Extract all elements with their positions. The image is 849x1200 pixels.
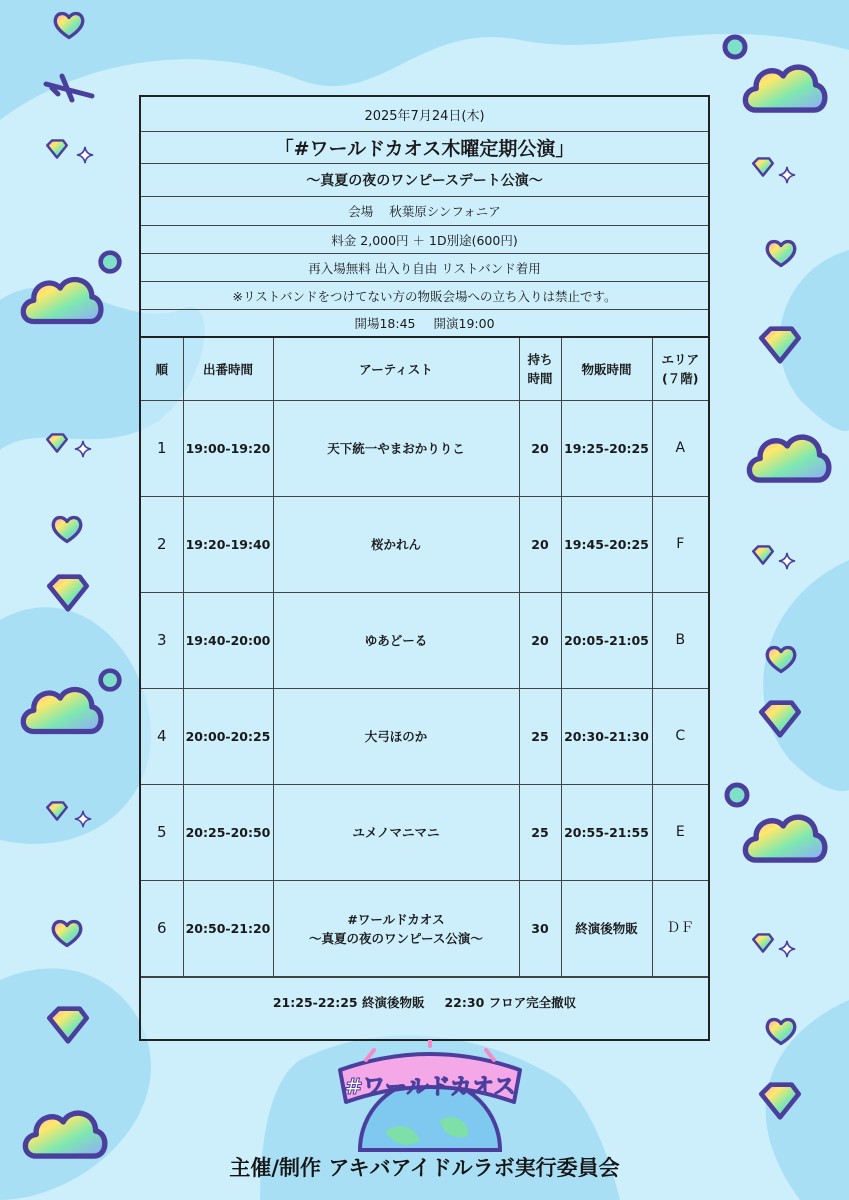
open-time: 開場18:45 [354, 316, 416, 331]
event-date: 2025年7月24日(木) [141, 97, 708, 132]
table-row [141, 785, 708, 881]
footer-close: 22:30 フロア完全撤収 [444, 994, 577, 1010]
row-area: E [652, 785, 708, 881]
table-row [141, 689, 708, 785]
timetable [141, 338, 708, 977]
table-row [141, 497, 708, 593]
header-area-line2: (７階) [662, 371, 699, 386]
row-duration: 30 [519, 881, 561, 977]
price-row: 料金 2,000円 ＋ 1D別途(600円) [141, 226, 708, 254]
row-artist: ユメノマニマニ [273, 785, 519, 881]
row-duration: 20 [519, 593, 561, 689]
row-duration: 25 [519, 689, 561, 785]
row-duration: 25 [519, 785, 561, 881]
footer-merch-after: 21:25-22:25 終演後物販 [272, 994, 425, 1010]
header-area [652, 338, 708, 401]
row-artist: 大弓ほのか [273, 689, 519, 785]
row-artist: 天下統一やまおかりりこ [273, 401, 519, 497]
table-header-row [141, 338, 708, 401]
row-merch: 20:55-21:55 [561, 785, 652, 881]
row-area: F [652, 497, 708, 593]
logo-text: #ワールドカオス [344, 1075, 516, 1100]
header-duration-line1: 持ち [527, 352, 553, 367]
row-order: 5 [141, 785, 183, 881]
row-artist-line1: #ワールドカオス [347, 911, 445, 927]
header-duration [519, 338, 561, 401]
event-subtitle: 〜真夏の夜のワンピースデート公演〜 [141, 164, 708, 197]
header-time: 出番時間 [183, 338, 273, 401]
row-duration: 20 [519, 401, 561, 497]
row-artist-line2: 〜真夏の夜のワンピース公演〜 [309, 930, 483, 946]
row-time: 19:20-19:40 [183, 497, 273, 593]
row-artist: 桜かれん [273, 497, 519, 593]
timetable-sheet [139, 95, 710, 1041]
row-order: 4 [141, 689, 183, 785]
row-order: 3 [141, 593, 183, 689]
reentry-row: 再入場無料 出入り自由 リストバンド着用 [141, 254, 708, 282]
table-row [141, 401, 708, 497]
row-time: 19:40-20:00 [183, 593, 273, 689]
row-area: B [652, 593, 708, 689]
venue-row [141, 197, 708, 226]
notice-row: ※リストバンドをつけてない方の物販会場への立ち入りは禁止です。 [141, 282, 708, 310]
row-duration: 20 [519, 497, 561, 593]
venue-label: 会場 [348, 204, 374, 219]
header-area-line1: エリア [661, 352, 699, 367]
row-order: 1 [141, 401, 183, 497]
row-time: 20:50-21:20 [183, 881, 273, 977]
row-merch: 20:30-21:30 [561, 689, 652, 785]
table-row [141, 593, 708, 689]
row-area: C [652, 689, 708, 785]
row-artist: ゆあどーる [273, 593, 519, 689]
header-artist: アーティスト [273, 338, 519, 401]
row-time: 20:25-20:50 [183, 785, 273, 881]
world-chaos-logo [330, 1040, 530, 1160]
header-order: 順 [141, 338, 183, 401]
row-order: 6 [141, 881, 183, 977]
row-merch: 終演後物販 [561, 881, 652, 977]
row-area: A [652, 401, 708, 497]
row-merch: 19:25-20:25 [561, 401, 652, 497]
row-merch: 20:05-21:05 [561, 593, 652, 689]
row-time: 19:00-19:20 [183, 401, 273, 497]
header-merch: 物販時間 [561, 338, 652, 401]
row-artist [273, 881, 519, 977]
row-area: ＤＦ [652, 881, 708, 977]
venue-name: 秋葉原シンフォニア [389, 204, 501, 219]
header-duration-line2: 時間 [527, 371, 553, 386]
event-title: 「#ワールドカオス木曜定期公演」 [141, 132, 708, 164]
organizer-credit: 主催/制作 アキバアイドルラボ実行委員会 [229, 1156, 620, 1180]
start-time: 開演19:00 [433, 316, 495, 331]
footer-row [141, 977, 708, 1025]
row-time: 20:00-20:25 [183, 689, 273, 785]
row-order: 2 [141, 497, 183, 593]
open-start-row [141, 310, 708, 338]
row-merch: 19:45-20:25 [561, 497, 652, 593]
table-row [141, 881, 708, 977]
